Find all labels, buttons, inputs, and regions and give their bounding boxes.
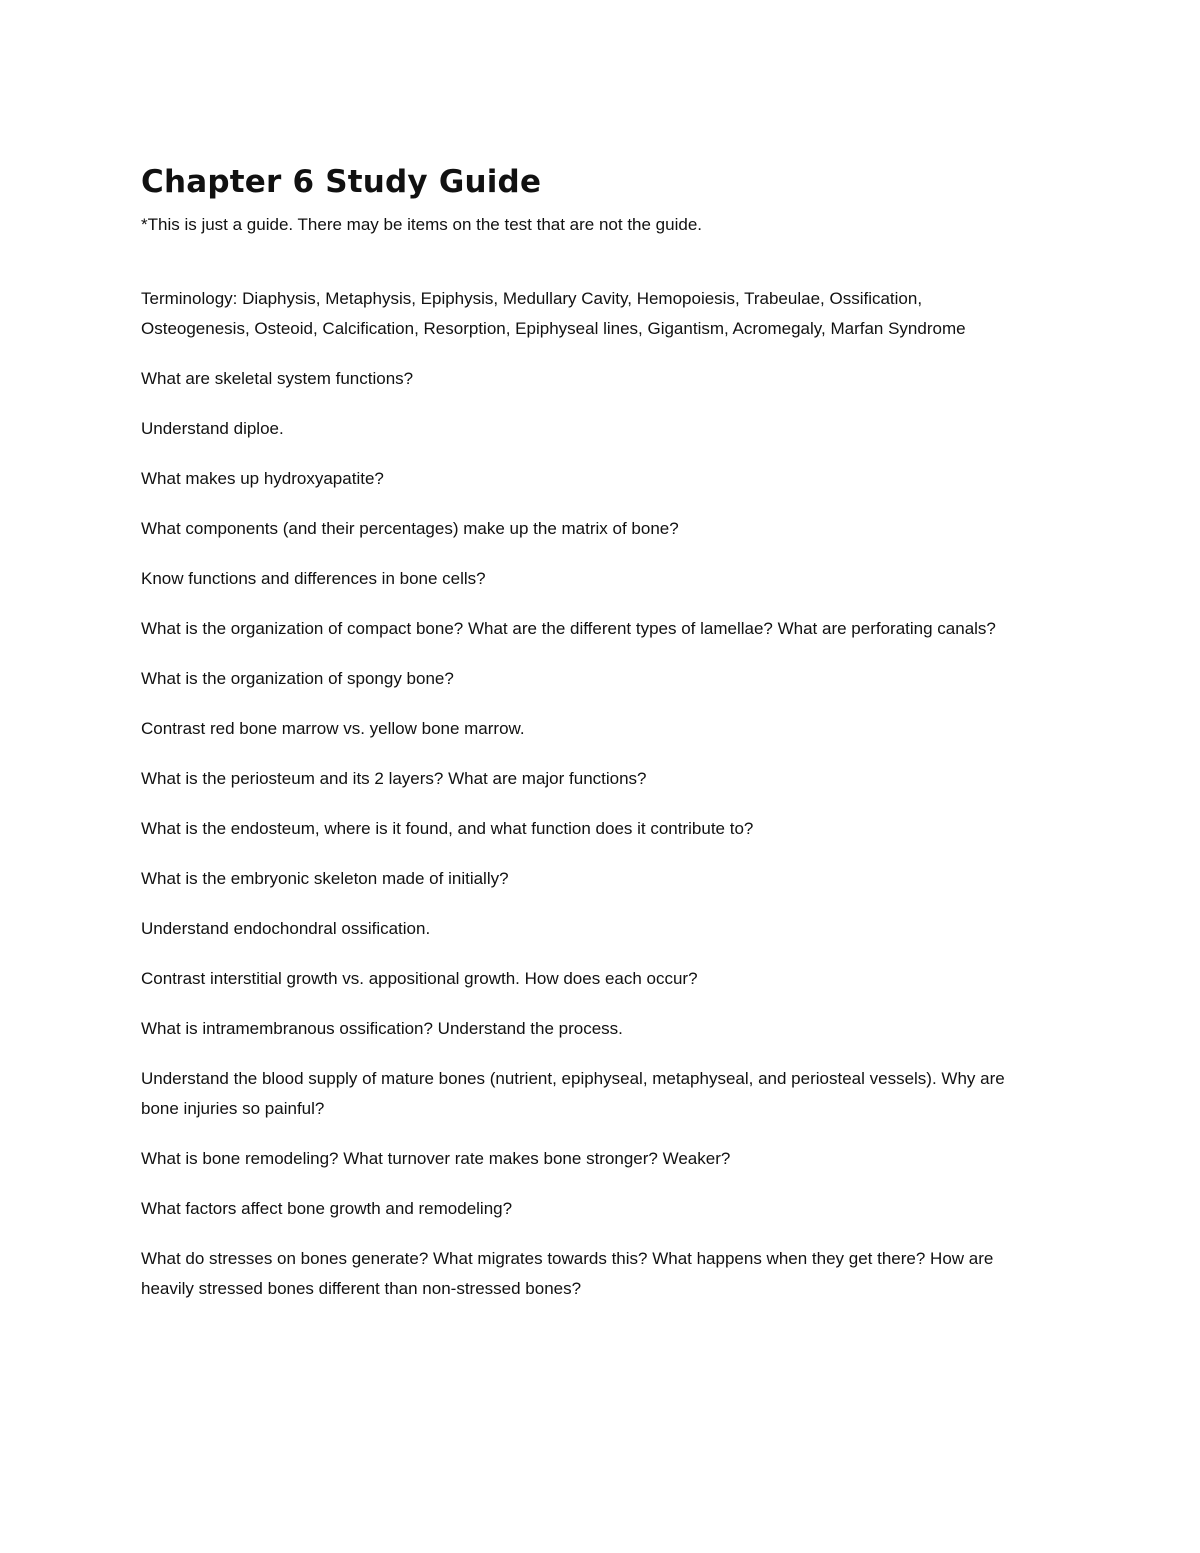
question-item: What is bone remodeling? What turnover rate makes bone stronger? Weaker? (141, 1149, 731, 1168)
question-item: What makes up hydroxyapatite? (141, 469, 384, 488)
question-item: Understand diploe. (141, 419, 284, 438)
guide-disclaimer: *This is just a guide. There may be items on the test that are not the guide. (141, 215, 702, 234)
question-item: What do stresses on bones generate? What migrates towards this? What happens when they get there? How are heavily stressed bones different than non-stressed bones? (141, 1249, 994, 1298)
page-title: Chapter 6 Study Guide (141, 164, 542, 200)
question-item: Understand the blood supply of mature bones (nutrient, epiphyseal, metaphyseal, and periosteal vessels). Why are bone injuries so painful? (141, 1069, 1005, 1118)
question-item: What is the periosteum and its 2 layers? What are major functions? (141, 769, 647, 788)
question-item: Contrast red bone marrow vs. yellow bone marrow. (141, 719, 525, 738)
question-item: Contrast interstitial growth vs. appositional growth. How does each occur? (141, 969, 698, 988)
question-item: What factors affect bone growth and remodeling? (141, 1199, 513, 1218)
question-item: What components (and their percentages) make up the matrix of bone? (141, 519, 679, 538)
question-item: What is the embryonic skeleton made of initially? (141, 869, 509, 888)
document-page (141, 160, 1021, 1324)
question-item: What is the organization of compact bone? What are the different types of lamellae? What are perforating canals? (141, 619, 996, 638)
question-item: What are skeletal system functions? (141, 369, 414, 388)
question-list (141, 364, 1021, 1304)
question-item: What is intramembranous ossification? Understand the process. (141, 1019, 623, 1038)
question-item: What is the organization of spongy bone? (141, 669, 454, 688)
terminology-list: Terminology: Diaphysis, Metaphysis, Epiphysis, Medullary Cavity, Hemopoiesis, Trabeulae, Ossification, Osteogenesis, Osteoid, Calcification, Resorption, Epiphyseal lines, Gigantism, Acromegaly, Marfan Syndrome (141, 289, 966, 338)
question-item: Understand endochondral ossification. (141, 919, 431, 938)
question-item: What is the endosteum, where is it found, and what function does it contribute to? (141, 819, 754, 838)
question-item: Know functions and differences in bone cells? (141, 569, 486, 588)
